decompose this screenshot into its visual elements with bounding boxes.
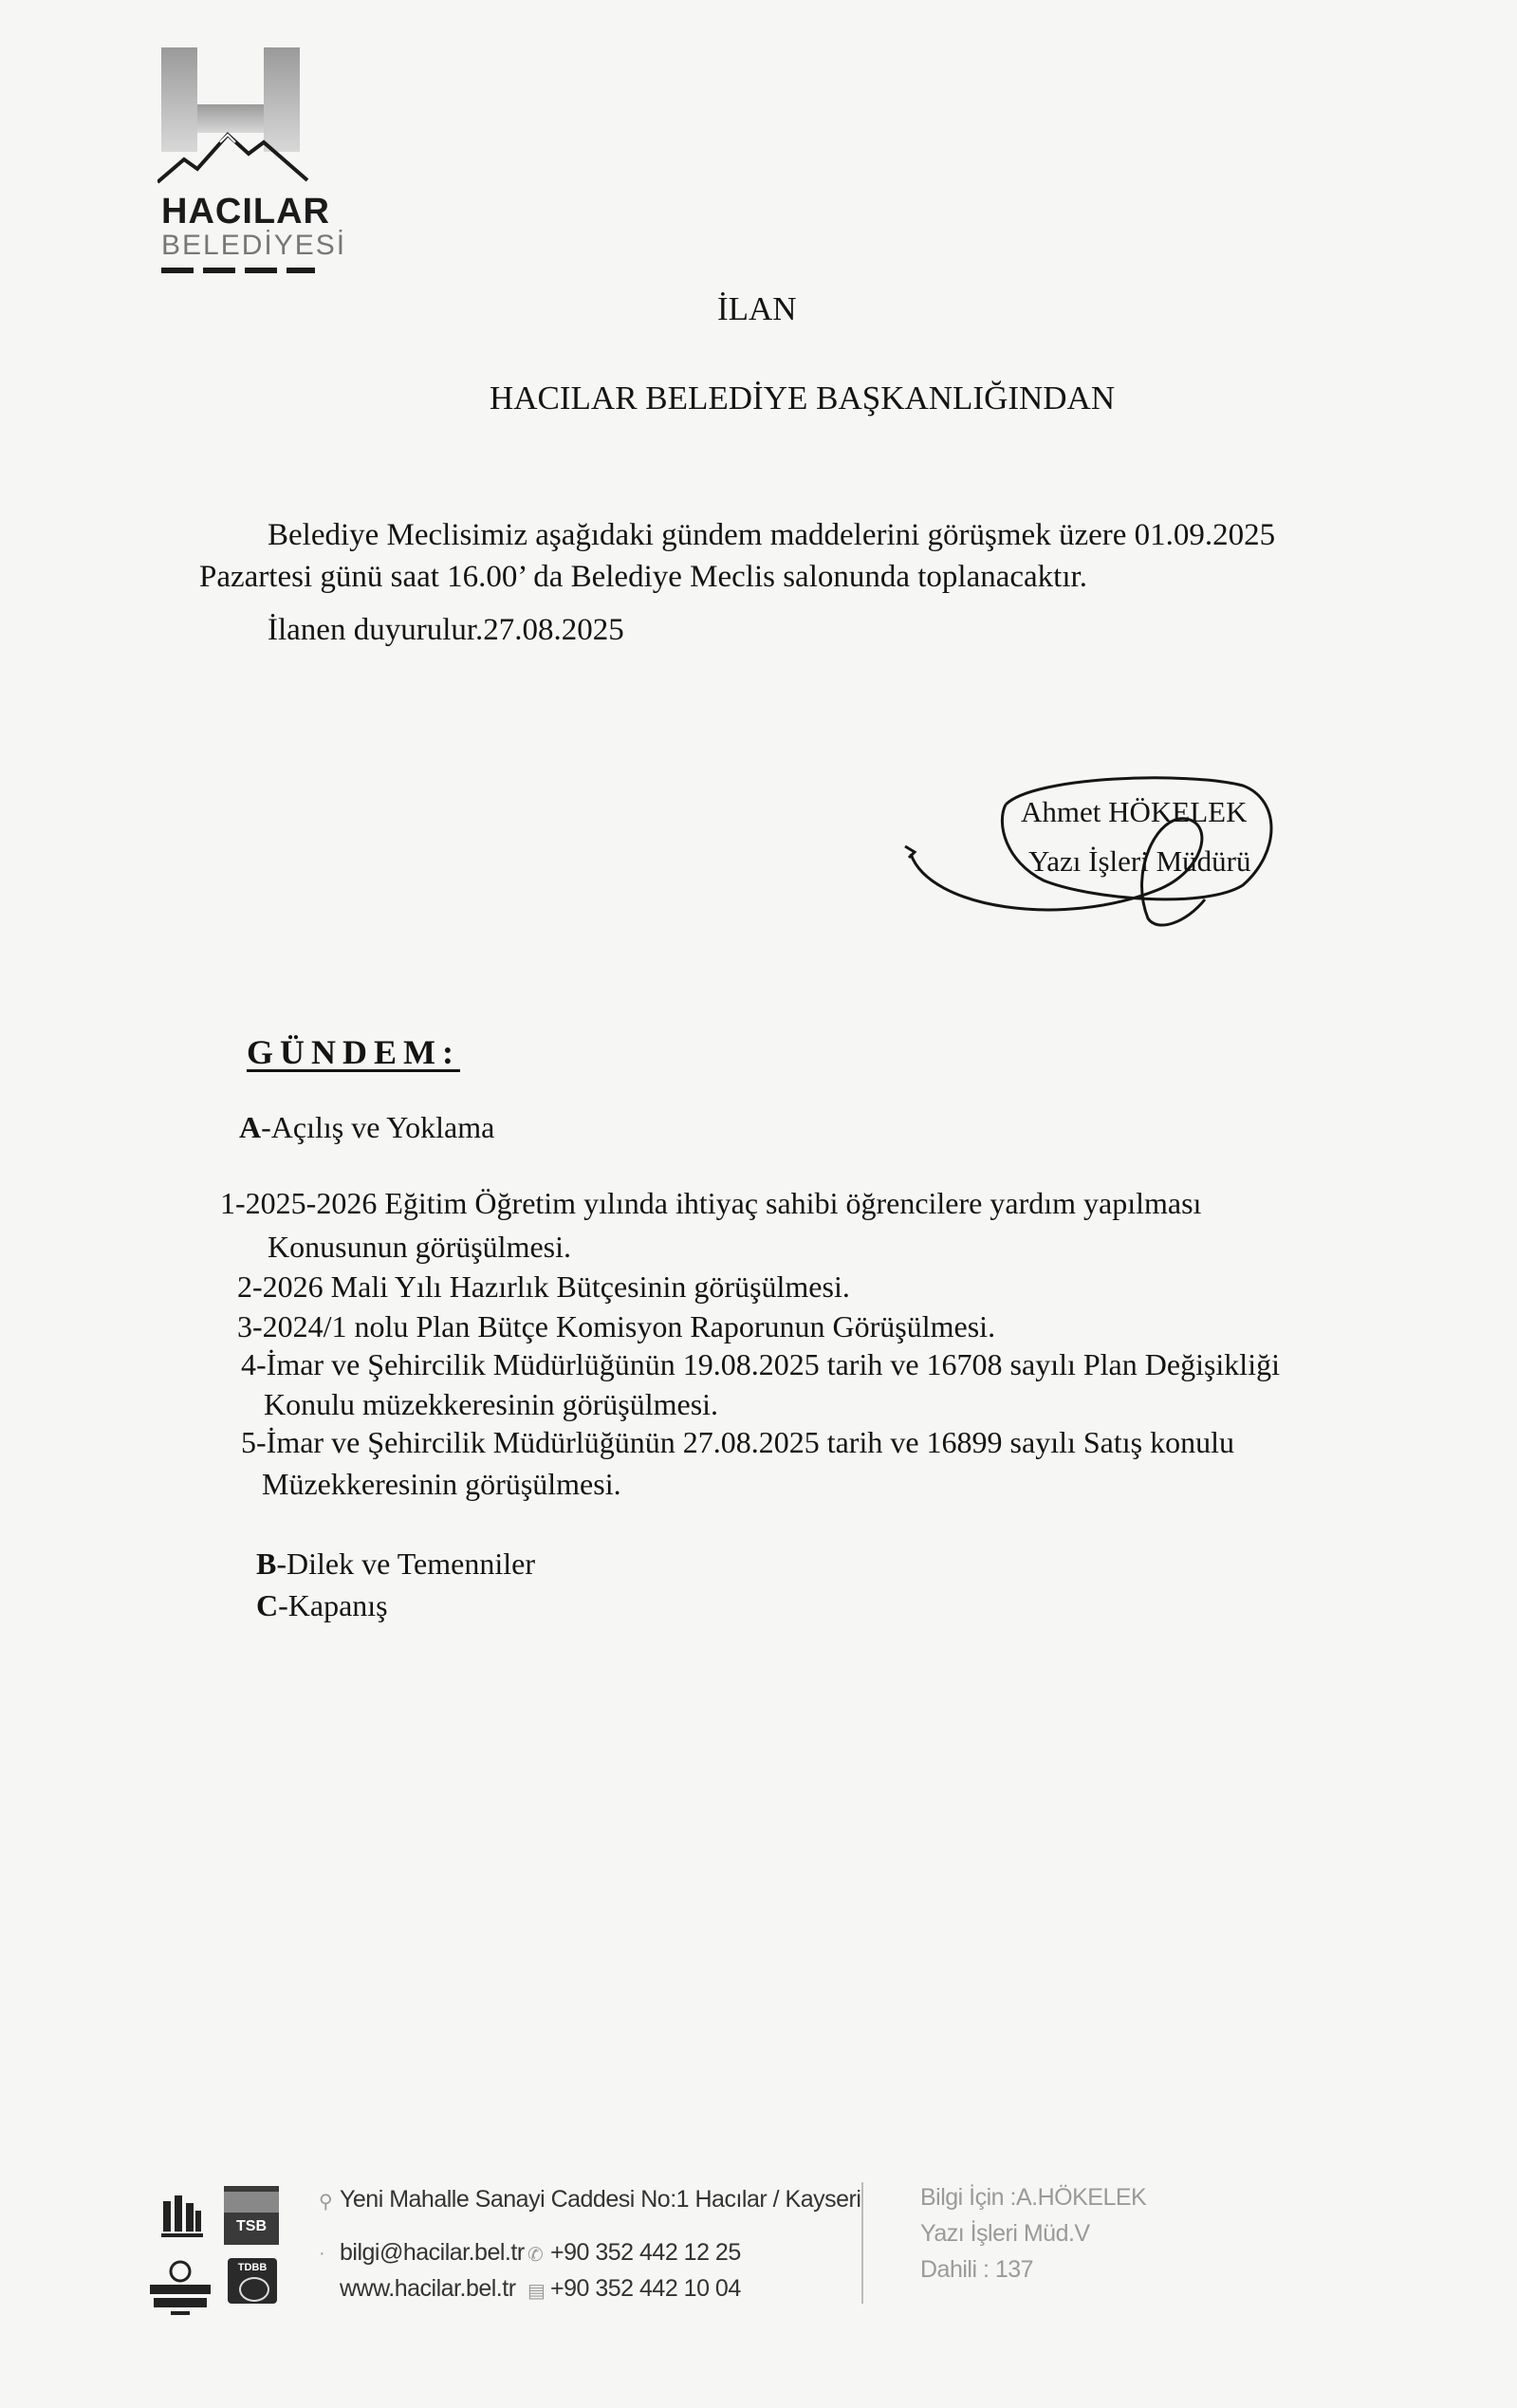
signature-title: Yazı İşleri Müdürü bbox=[1028, 844, 1251, 878]
agenda-item-4-line-1: 4-İmar ve Şehircilik Müdürlüğünün 19.08.2025 tarih ve 16708 sayılı Plan Değişikliği bbox=[241, 1347, 1280, 1381]
tsb-logo bbox=[224, 2186, 279, 2245]
agenda-item-c bbox=[256, 1588, 388, 1623]
footer-info-line-3: Dahili : 137 bbox=[920, 2256, 1034, 2283]
tarihi-kentler-logo-icon bbox=[142, 2258, 218, 2319]
signature-block bbox=[901, 767, 1300, 937]
hacilar-small-logo-icon bbox=[159, 2192, 205, 2239]
tsb-logo-text: TSB bbox=[236, 2218, 267, 2234]
footer-phone: +90 352 442 12 25 bbox=[550, 2239, 741, 2266]
agenda-heading: GÜNDEM: bbox=[247, 1033, 460, 1071]
footer-info-line-2: Yazı İşleri Müd.V bbox=[920, 2220, 1090, 2247]
agenda-item-5-line-1: 5-İmar ve Şehircilik Müdürlüğünün 27.08.2025 tarih ve 16899 sayılı Satış konulu bbox=[241, 1425, 1234, 1459]
footer-fax: +90 352 442 10 04 bbox=[550, 2275, 741, 2302]
agenda-item-b bbox=[256, 1547, 535, 1582]
intro-line-3: İlanen duyurulur.27.08.2025 bbox=[268, 613, 624, 647]
logo-name: HACILAR bbox=[161, 192, 330, 232]
fax-icon: ▤ bbox=[527, 2281, 546, 2302]
tdbb-logo-text: TDBB bbox=[237, 2262, 268, 2273]
signature-name: Ahmet HÖKELEK bbox=[1021, 795, 1248, 828]
agenda-item-c-prefix: C bbox=[256, 1588, 279, 1622]
location-pin-icon: ⚲ bbox=[319, 2192, 333, 2213]
agenda-item-1-line-1: 1-2025-2026 Eğitim Öğretim yılında ihtiyaç sahibi öğrencilere yardım yapılması bbox=[220, 1186, 1202, 1220]
document-title: İLAN bbox=[717, 290, 797, 327]
agenda-item-3: 3-2024/1 nolu Plan Bütçe Komisyon Raporunun Görüşülmesi. bbox=[237, 1309, 996, 1343]
tdbb-logo bbox=[228, 2258, 277, 2304]
logo-subtitle: BELEDİYESİ bbox=[161, 230, 347, 261]
agenda-item-a-text: -Açılış ve Yoklama bbox=[261, 1110, 495, 1144]
agenda-item-b-prefix: B bbox=[256, 1547, 277, 1581]
document-subtitle: HACILAR BELEDİYE BAŞKANLIĞINDAN bbox=[490, 380, 1116, 417]
agenda-item-c-text: -Kapanış bbox=[278, 1588, 388, 1622]
intro-line-1: Belediye Meclisimiz aşağıdaki gündem maddelerini görüşmek üzere 01.09.2025 bbox=[268, 518, 1276, 552]
footer-address: Yeni Mahalle Sanayi Caddesi No:1 Hacılar / Kayseri bbox=[340, 2186, 861, 2213]
agenda-item-4-line-2: Konulu müzekkeresinin görüşülmesi. bbox=[264, 1387, 719, 1421]
agenda-item-2: 2-2026 Mali Yılı Hazırlık Bütçesinin görüşülmesi. bbox=[237, 1269, 850, 1304]
email-icon: · bbox=[319, 2243, 325, 2264]
agenda-item-a-prefix: A bbox=[239, 1110, 262, 1144]
footer-website[interactable]: www.hacilar.bel.tr bbox=[340, 2275, 516, 2302]
agenda-item-1-line-2: Konusunun görüşülmesi. bbox=[268, 1230, 571, 1264]
agenda-item-5-line-2: Müzekkeresinin görüşülmesi. bbox=[262, 1467, 621, 1501]
municipality-logo bbox=[157, 47, 347, 285]
footer-email[interactable]: bilgi@hacilar.bel.tr bbox=[340, 2239, 525, 2266]
phone-icon: ✆ bbox=[527, 2245, 544, 2266]
agenda-item-b-text: -Dilek ve Temenniler bbox=[276, 1547, 535, 1581]
footer-info-line-1: Bilgi İçin :A.HÖKELEK bbox=[920, 2184, 1147, 2211]
agenda-item-a bbox=[239, 1110, 494, 1145]
mountain-h-logo-icon bbox=[157, 47, 319, 190]
footer-divider bbox=[861, 2182, 863, 2304]
logo-bars bbox=[161, 268, 313, 273]
intro-line-2: Pazartesi günü saat 16.00’ da Belediye Meclis salonunda toplanacaktır. bbox=[199, 560, 1087, 594]
page-footer bbox=[0, 2163, 1517, 2353]
